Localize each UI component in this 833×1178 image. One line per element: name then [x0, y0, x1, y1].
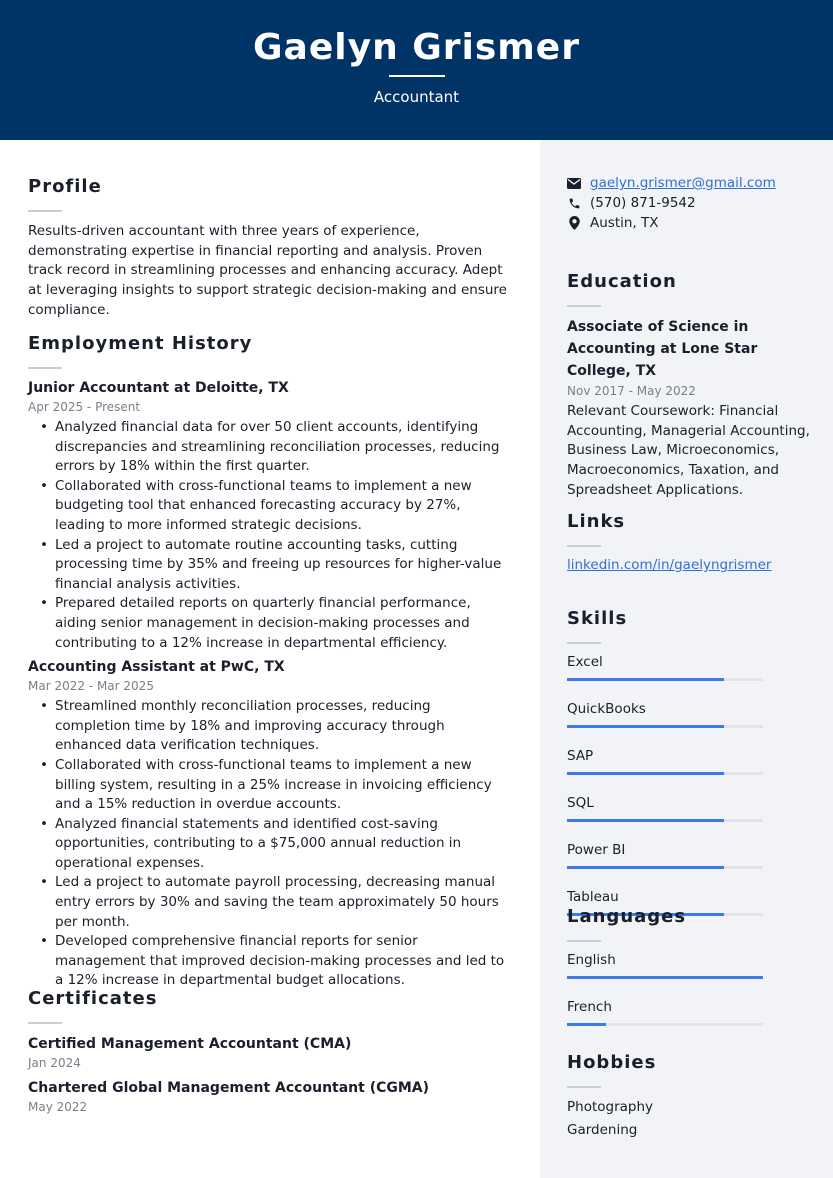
skill-level-track [567, 678, 763, 681]
language-item [567, 998, 812, 1026]
job-bullet: • Developed comprehensive financial reports for senior management that improved decision-making processes and led to a 12% increase in departmental budget allocations. [40, 932, 508, 991]
certificate-date: May 2022 [28, 1100, 88, 1114]
education-section [567, 271, 812, 501]
education-text: Relevant Coursework: Financial Accounting, Managerial Accounting, Business Law, Microeconomics, Macroeconomics, Taxation, and Spreadsheet Applications. [567, 403, 810, 498]
skill-level-bar [567, 772, 724, 775]
section-divider [28, 1022, 62, 1024]
language-level-bar [567, 1023, 606, 1026]
hobby-item: Photography [567, 1099, 654, 1115]
skill-item [567, 653, 812, 681]
linkedin-link[interactable]: linkedin.com/in/gaelyngrismer [567, 557, 772, 573]
skill-name: Excel [567, 654, 603, 670]
certificate-name: Certified Management Accountant (CMA) [28, 1036, 352, 1052]
language-level-bar [567, 976, 763, 979]
education-heading: Education [567, 271, 677, 292]
skill-level-bar [567, 866, 724, 869]
email-link[interactable]: gaelyn.grismer@gmail.com [590, 175, 776, 191]
skill-level-bar [567, 819, 724, 822]
header-divider [389, 75, 445, 77]
degree-title: Associate of Science in Accounting at Lone Star College, TX [567, 319, 758, 379]
job-bullet: • Streamlined monthly reconciliation processes, reducing completion time by 18% and improving accuracy through enhanced data verification techniques. [40, 697, 508, 756]
skill-level-track [567, 866, 763, 869]
language-level-track [567, 1023, 763, 1026]
skill-name: Power BI [567, 842, 626, 858]
section-divider [567, 305, 601, 307]
hobby-item: Gardening [567, 1122, 638, 1138]
certificate-date: Jan 2024 [28, 1056, 81, 1070]
job-title: Junior Accountant at Deloitte, TX [28, 380, 289, 396]
skill-level-track [567, 725, 763, 728]
employment-heading: Employment History [28, 333, 253, 354]
job-bullets [40, 697, 508, 991]
hobbies-heading: Hobbies [567, 1052, 657, 1073]
skill-item [567, 747, 812, 775]
education-date: Nov 2017 - May 2022 [567, 384, 696, 398]
skill-item [567, 794, 812, 822]
links-section [567, 511, 812, 576]
profile-heading: Profile [28, 176, 102, 197]
section-divider [28, 210, 62, 212]
location-text: Austin, TX [590, 215, 659, 231]
job-bullet: • Collaborated with cross-functional teams to implement a new budgeting tool that enhanced forecasting accuracy by 27%, leading to more informed strategic decisions. [40, 477, 508, 536]
job-bullet: • Collaborated with cross-functional teams to implement a new billing system, resulting in a 25% increase in invoicing efficiency and a 15% reduction in overdue accounts. [40, 756, 508, 815]
job-date: Mar 2022 - Mar 2025 [28, 679, 154, 694]
skill-level-bar [567, 678, 724, 681]
job-bullet: • Led a project to automate payroll processing, decreasing manual entry errors by 30% and saving the team approximately 50 hours per month. [40, 873, 508, 932]
profile-text: Results-driven accountant with three years of experience, demonstrating expertise in financial reporting and analysis. Proven track record in streamlining processes and enhancing accuracy. Adept at leveraging insights to support strategic decision-making and ensure compliance. [28, 223, 507, 318]
job-date: Apr 2025 - Present [28, 400, 141, 414]
profile-section [28, 176, 508, 321]
candidate-title: Accountant [373, 88, 460, 106]
skill-name: SQL [567, 795, 594, 811]
skill-level-track [567, 819, 763, 822]
certificates-heading: Certificates [28, 988, 158, 1009]
section-divider [567, 545, 601, 547]
hobbies-section [567, 1052, 812, 1142]
language-item [567, 951, 812, 979]
languages-section [567, 906, 812, 1045]
languages-heading: Languages [567, 906, 687, 927]
skill-name: SAP [567, 748, 594, 764]
envelope-icon [567, 176, 581, 190]
job-bullet: • Analyzed financial data for over 50 client accounts, identifying discrepancies and streamlining reconciliation processes, reducing errors by 18% within the first quarter. [40, 418, 508, 477]
contact-phone-row [567, 193, 807, 213]
job-bullet: • Analyzed financial statements and identified cost-saving opportunities, contributing to a $75,000 annual reduction in operational expenses. [40, 815, 508, 874]
skill-name: Tableau [567, 889, 619, 905]
skill-item [567, 700, 812, 728]
job-bullets [40, 418, 508, 653]
skills-heading: Skills [567, 608, 628, 629]
links-heading: Links [567, 511, 626, 532]
certificate-name: Chartered Global Management Accountant (CGMA) [28, 1080, 430, 1096]
skill-level-track [567, 772, 763, 775]
skill-name: QuickBooks [567, 701, 646, 717]
candidate-name: Gaelyn Grismer [253, 27, 580, 68]
phone-number: (570) 871-9542 [590, 195, 696, 211]
languages-list [567, 951, 812, 1026]
language-name: French [567, 999, 612, 1015]
certificates-section [28, 988, 508, 1118]
section-divider [567, 1086, 601, 1088]
section-divider [567, 940, 601, 942]
skills-list [567, 653, 812, 916]
language-name: English [567, 952, 616, 968]
map-pin-icon [567, 216, 581, 230]
contact-location-row [567, 213, 807, 233]
section-divider [567, 642, 601, 644]
employment-section [28, 333, 508, 991]
skill-level-bar [567, 725, 724, 728]
skill-item [567, 841, 812, 869]
job-title: Accounting Assistant at PwC, TX [28, 659, 285, 676]
job-bullet: • Prepared detailed reports on quarterly financial performance, aiding senior management in decision-making processes and contributing to a 12% increase in departmental efficiency. [40, 594, 508, 653]
contact-email-row [567, 173, 807, 193]
phone-icon [567, 196, 581, 210]
section-divider [28, 367, 62, 369]
resume-header [0, 0, 833, 140]
skills-section [567, 608, 812, 935]
job-bullet: • Led a project to automate routine accounting tasks, cutting processing time by 35% and freeing up resources for higher-value financial analysis activities. [40, 536, 508, 595]
language-level-track [567, 976, 763, 979]
